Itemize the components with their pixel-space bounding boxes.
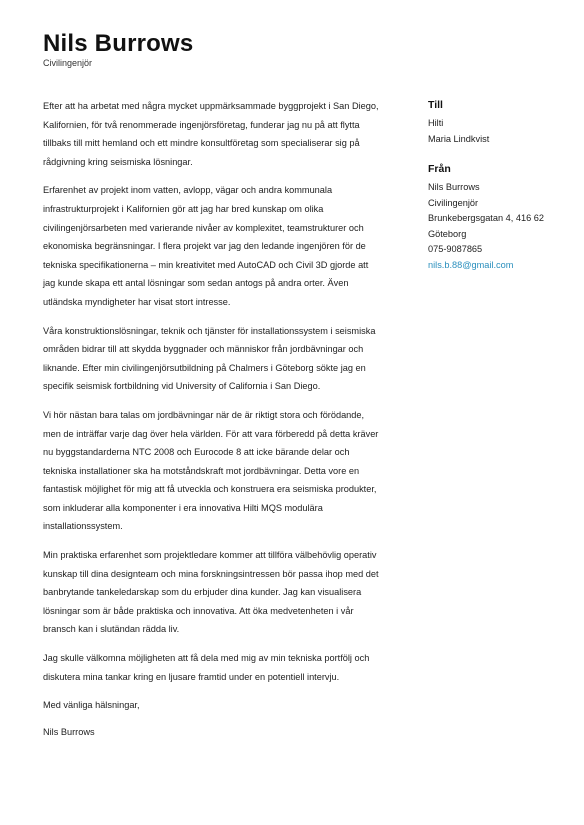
recipient-block xyxy=(428,97,568,147)
letter-paragraph-4: Vi hör nästan bara talas om jordbävningar när de är riktigt stora och förödande, men de inträffar varje dag över hela världen. För att vara förberedd på detta kräver nu byggstandarderna NTC 2008 och Eurocode 8 att icke bärande delar och tekniska installationer ska ha motståndskraft mot jordbävningar. Detta vore en fantastisk möjlighet för mig att få utveckla och konstruera era seismiska produkter, som inkluderar alla komponenter i era innovativa Hilti MQS modulära installationssystem. xyxy=(43,409,379,532)
letter-body xyxy=(43,97,383,751)
recipient-heading: Till xyxy=(428,99,443,111)
letter-paragraph-3: Våra konstruktionslösningar, teknik och tjänster för installationssystem i seismiska områden bidrar till att skydda byggnader och människor från jordbävningar och liknande. Efter min civilingenjörsutbildning på Chalmers i Göteborg sökte jag en specifik seismisk fortbildning vid University of California i San Diego. xyxy=(43,325,376,392)
letter-signature: Nils Burrows xyxy=(43,726,95,737)
sender-phone: 075-9087865 xyxy=(428,244,483,254)
letter-paragraph-6: Jag skulle välkomna möjligheten att få dela med mig av min tekniska portfölj och diskutera mina tankar kring en ljusare framtid under en potentiell intervju. xyxy=(43,653,370,682)
letter-paragraph-5: Min praktiska erfarenhet som projektledare kommer att tillföra välbehövlig operativ kunskap till dina designteam och mina forskningsintressen bör passa ihop med det banbrytande tankeledarskap som du erbjuder dina kunder. Jag kan visualisera lösningar som är både praktiska och innovativa. Att öka medvetenheten i vår bransch kan i slutändan rädda liv. xyxy=(43,550,379,635)
sender-email-link[interactable]: nils.b.88@gmail.com xyxy=(428,259,514,270)
sender-block xyxy=(428,161,568,273)
letter-closing: Med vänliga hälsningar, xyxy=(43,700,140,711)
letter-paragraph-2: Erfarenhet av projekt inom vatten, avlopp, vägar och andra kommunala infrastrukturprojekt i Kalifornien gör att jag har bred kunskap om olika civilingenjörsarbeten med varierande nivåer av komplexitet, teamstrukturer och ekonomiska begränsningar. I flera projekt var jag den ledande ingenjören för de tekniska specifikationerna – min kreativitet med AutoCAD och Civil 3D gjorde att jag kunde skapa ett antal lösningar som sedan antogs på andra orter. Även utländska myndigheter har visat stort intresse. xyxy=(43,185,369,307)
applicant-name: Nils Burrows xyxy=(43,30,194,57)
sender-name: Nils Burrows xyxy=(428,182,480,192)
sender-address: Brunkebergsgatan 4, 416 62 Göteborg xyxy=(428,213,544,239)
applicant-title: Civilingenjör xyxy=(43,58,93,68)
recipient-company: Hilti xyxy=(428,118,444,128)
sender-title: Civilingenjör xyxy=(428,197,479,208)
recipient-contact: Maria Lindkvist xyxy=(428,133,490,144)
sender-heading: Från xyxy=(428,163,451,175)
address-sidebar xyxy=(428,97,568,287)
letter-paragraph-1: Efter att ha arbetat med några mycket uppmärksammade byggprojekt i San Diego, Kalifornien, för två renommerade ingenjörsföretag, funderar jag nu på att flytta tillbaks till mitt hemland och ett mindre konsultföretag som specialiserar sig på rådgivning kring seismiska lösningar. xyxy=(43,101,379,167)
